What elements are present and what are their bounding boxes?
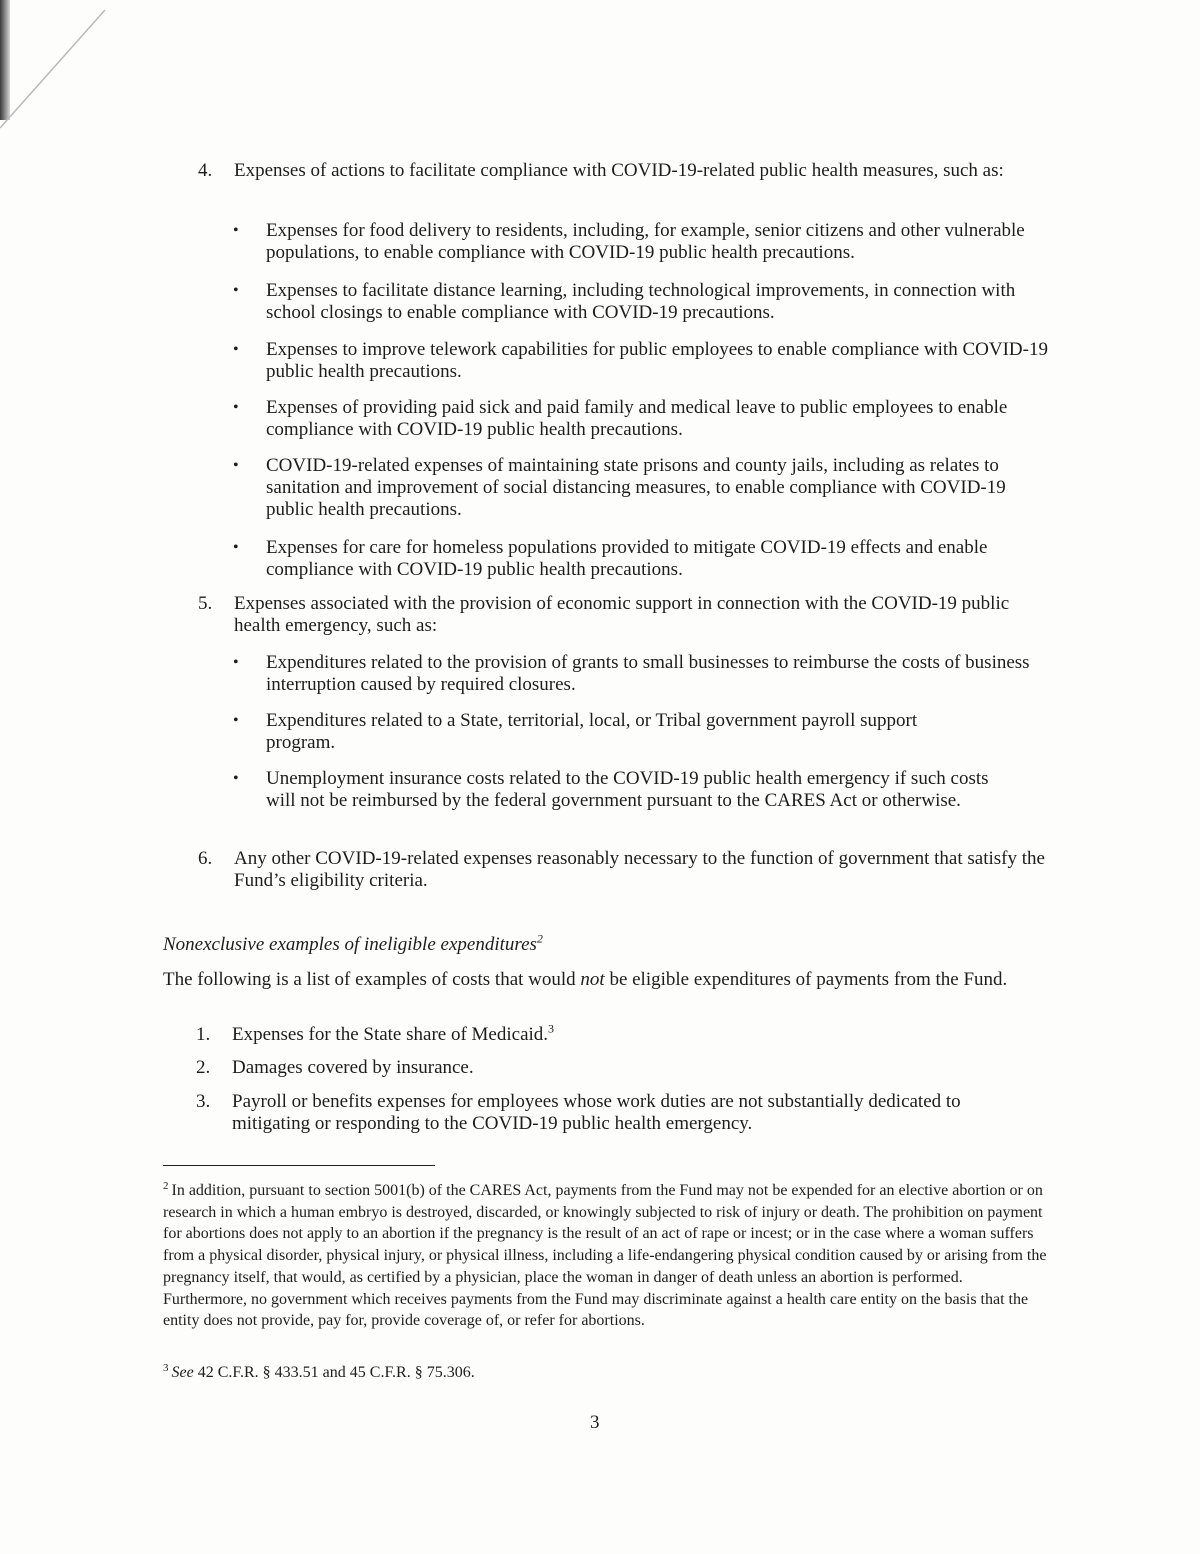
ineligible-text: Damages covered by insurance. [232, 1057, 474, 1078]
footnote-text: 42 C.F.R. § 433.51 and 45 C.F.R. § 75.306. [193, 1364, 475, 1381]
bullet-text: Expenditures related to the provision of grants to small businesses to reimburse the costs of business interruption caused by required closures. [266, 652, 1030, 695]
list-item-text: Expenses associated with the provision of economic support in connection with the COVID-19 public health emergency, such as: [234, 593, 1010, 636]
section-intro [163, 969, 1043, 991]
bullet-dot-icon: • [233, 539, 239, 556]
bullet-item [233, 710, 1053, 754]
page-number: 3 [590, 1412, 600, 1433]
list-number: 3. [196, 1091, 211, 1112]
scan-crease-line [0, 0, 140, 140]
ineligible-text: Expenses for the State share of Medicaid. [232, 1024, 549, 1045]
footnote-ref: 2 [536, 931, 543, 946]
footnote-text: In addition, pursuant to section 5001(b) of the CARES Act, payments from the Fund may not be expended for an elective abortion or on research in which a human embryo is destroyed, discarded, or knowingly subjected to risk of injury or death. The prohibition on payment for abortions does not apply to an abortion if the pregnancy is the result of an act of rape or incest; or in the case where a woman suffers from a physical disorder, physical injury, or physical illness, including a life-endangering physical condition caused by or arising from the pregnancy itself, that would, as certified by a physician, place the woman in danger of death unless an abortion is performed. Furthermore, no government which receives payments from the Fund may discriminate against a health care entity on the basis that the entity does not provide, pay for, provide coverage of, or refer for abortions. [163, 1182, 1047, 1330]
bullet-dot-icon: • [233, 341, 239, 358]
bullet-item [233, 397, 1053, 441]
bullet-item [233, 537, 1053, 581]
bullet-item [233, 220, 1053, 264]
footnote-2 [163, 1180, 1048, 1332]
ineligible-text: Payroll or benefits expenses for employees whose work duties are not substantially dedicated to mitigating or responding to the COVID-19 public health emergency. [232, 1091, 961, 1134]
ineligible-item-3 [196, 1091, 1036, 1135]
footnote-ref: 3 [548, 1021, 555, 1036]
bullet-text: Expenses of providing paid sick and paid family and medical leave to public employees to enable compliance with COVID-19 public health precautions. [266, 397, 1008, 440]
bullet-item [233, 455, 1053, 521]
list-item-text: Expenses of actions to facilitate compliance with COVID-19-related public health measures, such as: [234, 160, 1004, 181]
section-heading [163, 931, 543, 956]
bullet-item [233, 768, 1053, 812]
bullet-dot-icon: • [233, 399, 239, 416]
intro-text: The following is a list of examples of costs that would [163, 969, 581, 990]
bullet-item [233, 280, 1053, 324]
footnote-divider [163, 1165, 435, 1166]
bullet-item [233, 652, 1053, 696]
intro-text-end: be eligible expenditures of payments from the Fund. [604, 969, 1008, 990]
bullet-text: Expenditures related to a State, territorial, local, or Tribal government payroll support program. [266, 710, 918, 753]
bullet-dot-icon: • [233, 654, 239, 671]
list-item-6 [198, 848, 1058, 892]
bullet-text: Expenses for food delivery to residents, including, for example, senior citizens and other vulnerable populations, to enable compliance with COVID-19 public health precautions. [266, 220, 1025, 263]
footnote-signal: See [171, 1364, 194, 1381]
list-item-4 [198, 160, 1058, 182]
list-item-5 [198, 593, 1058, 637]
list-number: 4. [198, 160, 213, 181]
bullet-text: Expenses to improve telework capabilities for public employees to enable compliance with COVID-19 public health precautions. [266, 339, 1048, 382]
intro-emphasis: not [580, 969, 605, 990]
bullet-dot-icon: • [233, 457, 239, 474]
bullet-text: Unemployment insurance costs related to the COVID-19 public health emergency if such costs will not be reimbursed by the federal government pursuant to the CARES Act or otherwise. [266, 768, 989, 811]
ineligible-item-2 [196, 1057, 1036, 1079]
list-item-text: Any other COVID-19-related expenses reasonably necessary to the function of government that satisfy the Fund’s eligibility criteria. [234, 848, 1045, 891]
list-number: 2. [196, 1057, 211, 1078]
list-number: 5. [198, 593, 213, 614]
ineligible-item-1 [196, 1021, 1036, 1046]
list-number: 1. [196, 1024, 211, 1045]
bullet-dot-icon: • [233, 222, 239, 239]
bullet-dot-icon: • [233, 712, 239, 729]
bullet-text: Expenses to facilitate distance learning, including technological improvements, in connection with school closings to enable compliance with COVID-19 precautions. [266, 280, 1016, 323]
section-heading-text: Nonexclusive examples of ineligible expenditures [163, 934, 537, 955]
bullet-text: COVID-19-related expenses of maintaining state prisons and county jails, including as relates to sanitation and improvement of social distancing measures, to enable compliance with COVID-19 public health precautions. [266, 455, 1006, 520]
footnote-3 [163, 1362, 1048, 1384]
footnote-number: 2 [163, 1179, 169, 1192]
list-number: 6. [198, 848, 213, 869]
bullet-text: Expenses for care for homeless populations provided to mitigate COVID-19 effects and enable compliance with COVID-19 public health precautions. [266, 537, 988, 580]
bullet-dot-icon: • [233, 282, 239, 299]
bullet-item [233, 339, 1053, 383]
footnote-number: 3 [163, 1361, 169, 1374]
bullet-dot-icon: • [233, 770, 239, 787]
